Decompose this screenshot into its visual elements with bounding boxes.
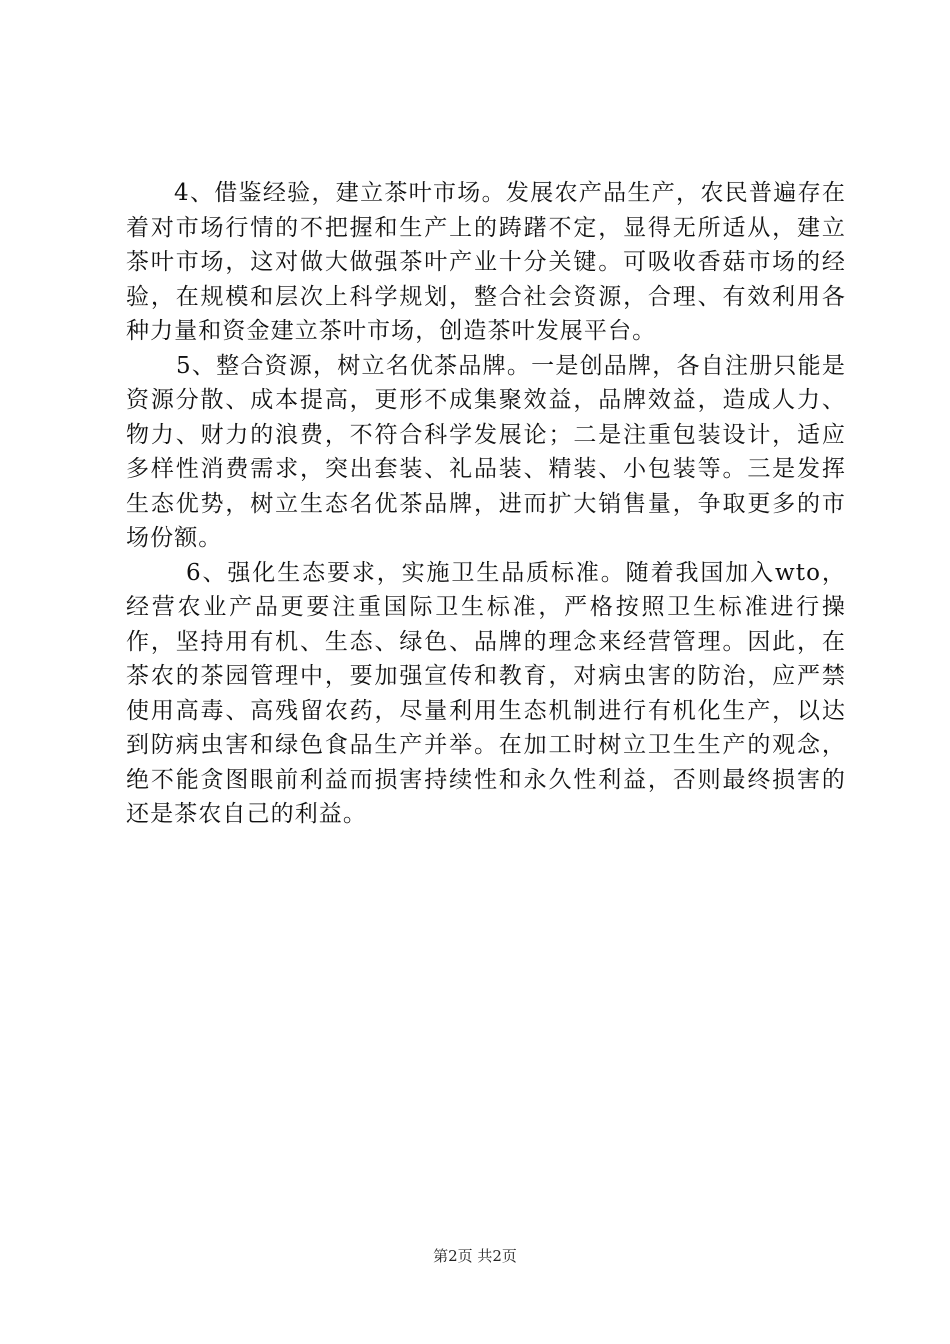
paragraph-5-tea-brand: 5、整合资源，树立名优茶品牌。一是创品牌，各自注册只能是资源分散、成本提高，更形不成集聚效益，品牌效益，造成人力、物力、财力的浪费，不符合科学发展论；二是注重包装设计，适应多样性消费需求，突出套装、礼品装、精装、小包装等。三是发挥生态优势，树立生态名优茶品牌，进而扩大销售量，争取更多的市场份额。: [126, 352, 846, 551]
page-number-footer: 第2页 共2页: [433, 1247, 517, 1265]
document-body: [126, 176, 846, 832]
paragraph-6-hygiene-standard: 6、强化生态要求，实施卫生品质标准。随着我国加入wto，经营农业产品更要注重国际卫生标准，严格按照卫生标准进行操作，坚持用有机、生态、绿色、品牌的理念来经营管理。因此，在茶农的茶园管理中，要加强宣传和教育，对病虫害的防治，应严禁使用高毒、高残留农药，尽量利用生态机制进行有机化生产，以达到防病虫害和绿色食品生产并举。在加工时树立卫生生产的观念，绝不能贪图眼前利益而损害持续性和永久性利益，否则最终损害的还是茶农自己的利益。: [126, 559, 846, 827]
paragraph-4-tea-market: 4、借鉴经验，建立茶叶市场。发展农产品生产，农民普遍存在着对市场行情的不把握和生产上的踌躇不定，显得无所适从，建立茶叶市场，这对做大做强茶叶产业十分关键。可吸收香菇市场的经验，在规模和层次上科学规划，整合社会资源，合理、有效利用各种力量和资金建立茶叶市场，创造茶叶发展平台。: [126, 180, 846, 344]
